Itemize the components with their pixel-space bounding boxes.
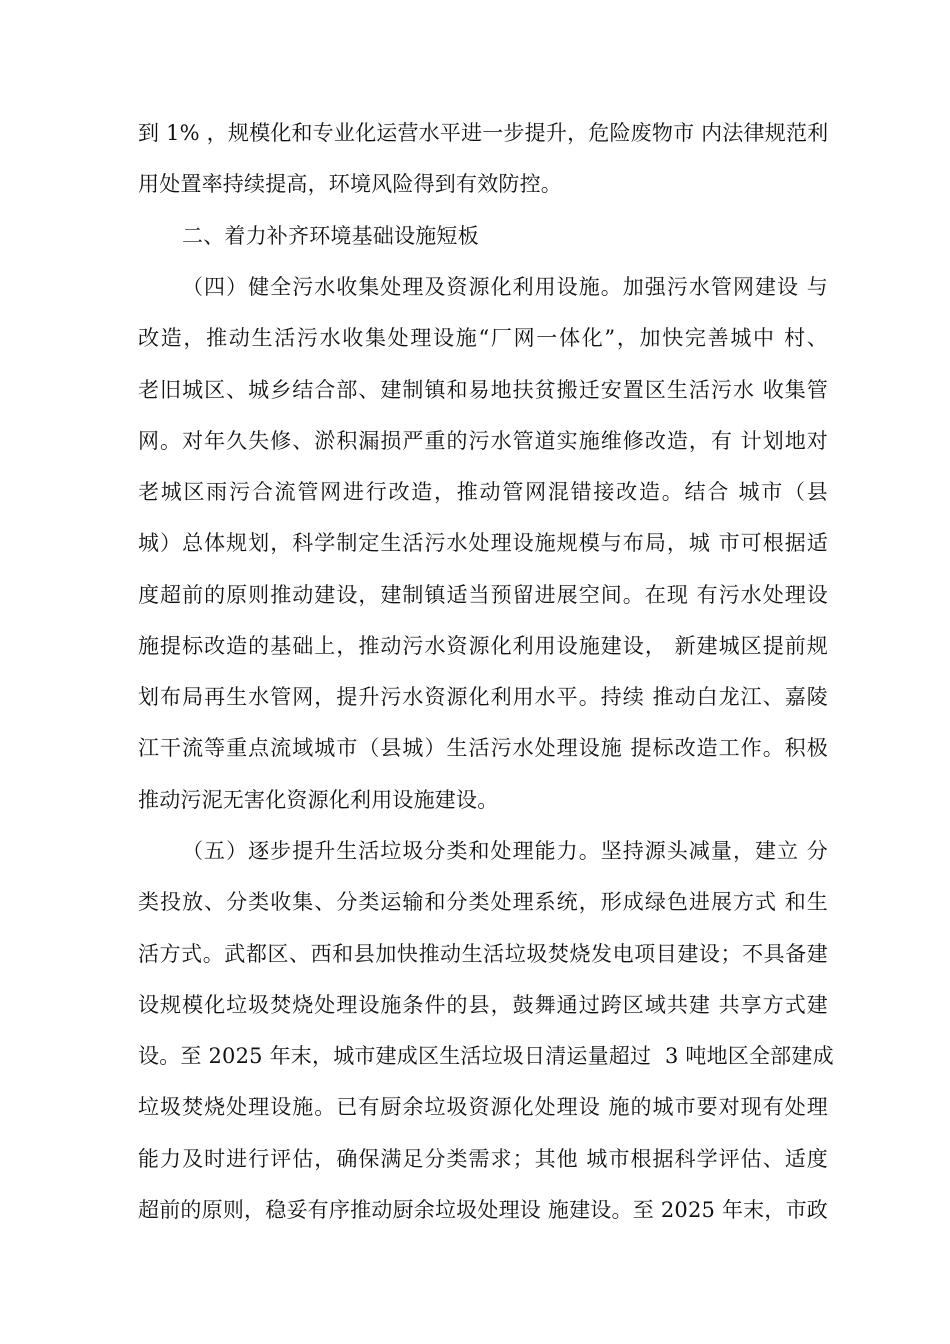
paragraph-line: 类投放、分类收集、分类运输和分类处理系统，形成绿色进展方式 和生 bbox=[138, 890, 828, 914]
paragraph-line: 推动污泥无害化资源化利用设施建设。 bbox=[138, 788, 499, 812]
paragraph-line: 设。至 2025 年末，城市建成区生活垃圾日清运量超过 3 吨地区全部建成 bbox=[138, 1044, 834, 1068]
paragraph-line: （五）逐步提升生活垃圾分类和处理能力。坚持源头减量，建立 分 bbox=[182, 839, 828, 863]
paragraph-line: 能力及时进行评估，确保满足分类需求；其他 城市根据科学评估、适度 bbox=[138, 1147, 828, 1171]
paragraph-line: 用处置率持续提高，环境风险得到有效防控。 bbox=[138, 172, 562, 196]
paragraph-line: 改造，推动生活污水收集处理设施“厂网一体化”，加快完善城中 村、 bbox=[138, 326, 828, 350]
paragraph-line: 垃圾焚烧处理设施。已有厨余垃圾资源化处理设 施的城市要对现有处理 bbox=[138, 1095, 828, 1119]
paragraph-line: 老旧城区、城乡结合部、建制镇和易地扶贫搬迁安置区生活污水 收集管 bbox=[138, 378, 828, 402]
paragraph-line: 网。对年久失修、淤积漏损严重的污水管道实施维修改造，有 计划地对 bbox=[138, 429, 828, 453]
paragraph-line: 江干流等重点流域城市（县城）生活污水处理设施 提标改造工作。积极 bbox=[138, 736, 828, 760]
paragraph-line: （四）健全污水收集处理及资源化利用设施。加强污水管网建设 与 bbox=[182, 275, 828, 299]
paragraph-line: 活方式。武都区、西和县加快推动生活垃圾焚烧发电项目建设；不具备建 bbox=[138, 942, 828, 966]
section-heading: 二、着力补齐环境基础设施短板 bbox=[182, 224, 479, 248]
paragraph-line: 设规模化垃圾焚烧处理设施条件的县，鼓舞通过跨区域共建 共享方式建 bbox=[138, 993, 828, 1017]
paragraph-line: 老城区雨污合流管网进行改造，推动管网混错接改造。结合 城市（县 bbox=[138, 480, 828, 504]
paragraph-line: 度超前的原则推动建设，建制镇适当预留进展空间。在现 有污水处理设 bbox=[138, 583, 828, 607]
paragraph-line: 划布局再生水管网，提升污水资源化利用水平。持续 推动白龙江、嘉陵 bbox=[138, 685, 828, 709]
paragraph-line: 超前的原则，稳妥有序推动厨余垃圾处理设 施建设。至 2025 年末，市政 bbox=[138, 1198, 828, 1222]
paragraph-line: 城）总体规划，科学制定生活污水处理设施规模与布局，城 市可根据适 bbox=[138, 531, 828, 555]
paragraph-line: 到 1% ，规模化和专业化运营水平进一步提升，危险废物市 内法律规范利 bbox=[138, 121, 829, 145]
paragraph-line: 施提标改造的基础上，推动污水资源化利用设施建设， 新建城区提前规 bbox=[138, 634, 828, 658]
